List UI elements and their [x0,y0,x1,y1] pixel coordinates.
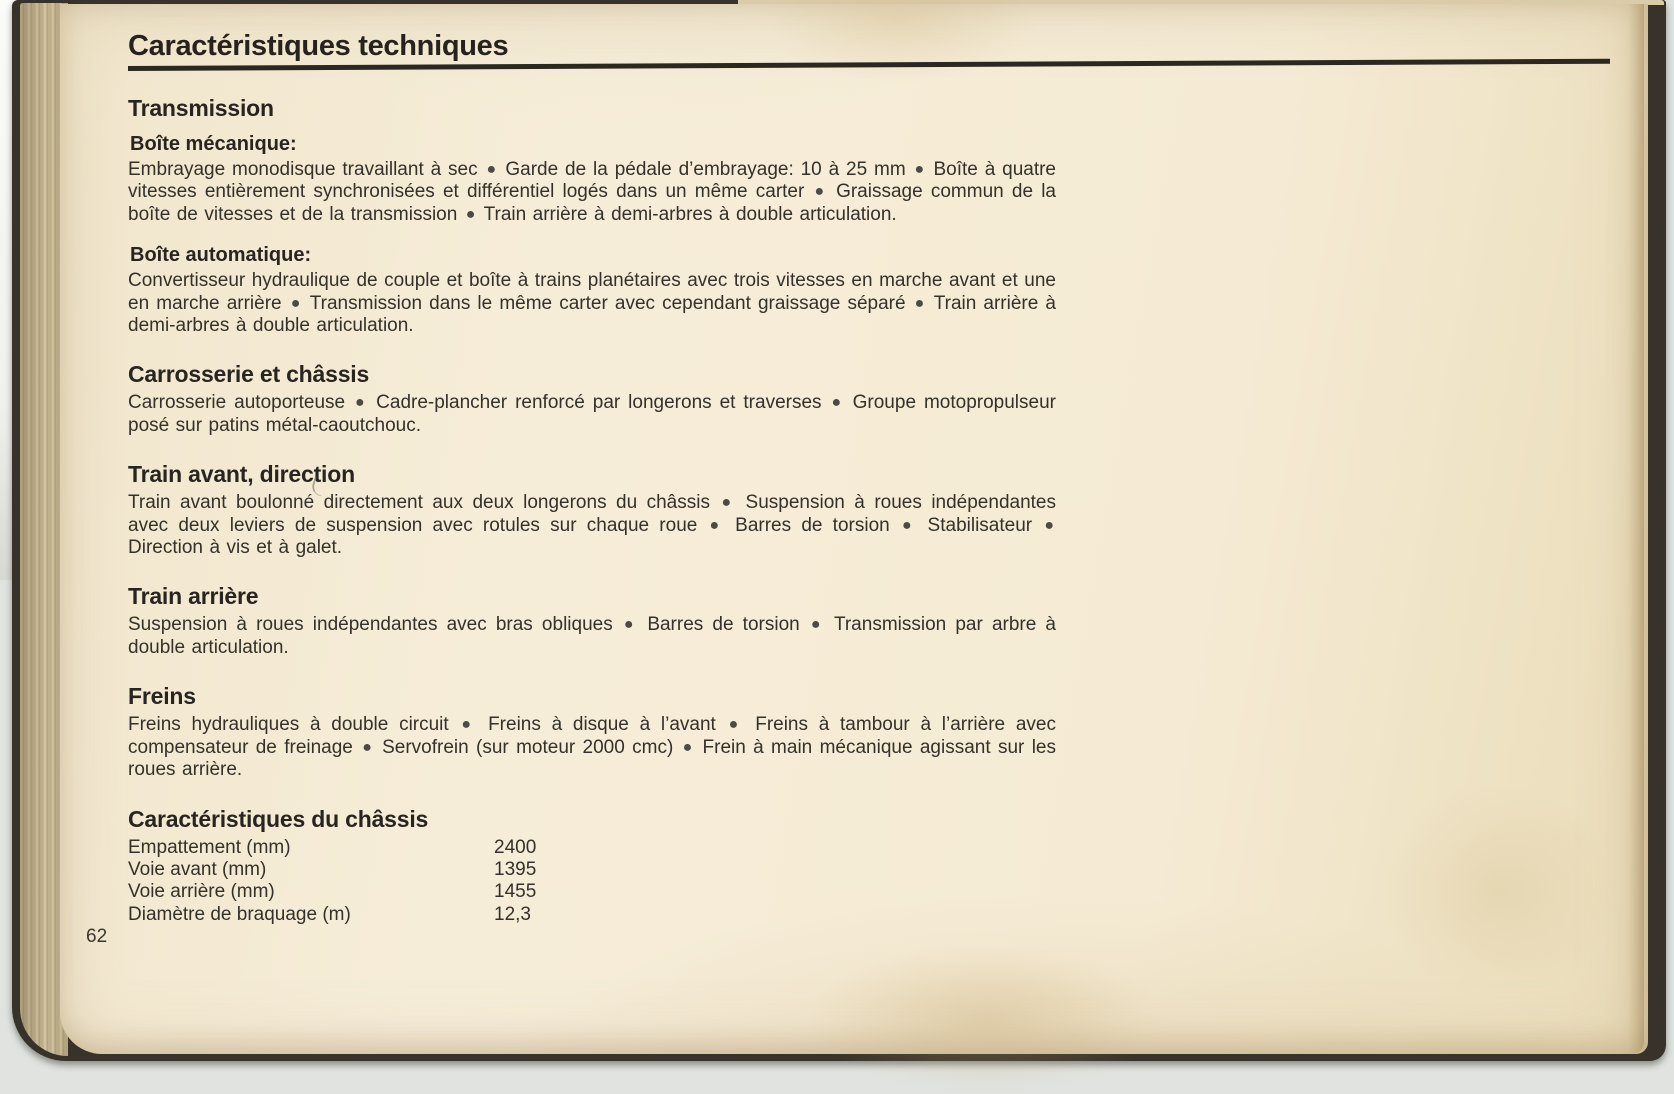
heading-train-avant-direction: Train avant, direction [128,461,355,488]
bullet-separator-icon: ● [465,205,476,223]
page-content [60,4,1648,926]
chassis-table-row [128,881,1056,903]
bullet-separator-icon: ● [623,616,637,634]
chassis-row-label: Empattement (mm) [128,836,291,858]
heading-caracteristiques-du-chassis: Caractéristiques du châssis [128,805,429,832]
heading-transmission: Transmission [128,95,274,121]
bullet-separator-icon: ● [355,394,367,412]
page-title: Caractéristiques techniques [128,30,509,62]
paragraph-freins: Freins hydrauliques à double circuit ● Freins à disque à l’avant ● Freins à tambour à l’arrière avec compensateur de freinage ● Servofrein (sur moteur 2000 cmc) ● Frein à main mécanique agissant sur les roues arrière. [128,714,1056,781]
page-number: 62 [86,926,108,947]
bullet-separator-icon: ● [709,516,723,534]
bullet-separator-icon: ● [914,161,925,178]
heading-freins: Freins [128,683,196,710]
paragraph-carrosserie: Carrosserie autoporteuse ● Cadre-plancher renforcé par longerons et traverses ● Groupe motopropulseur posé sur patins métal-caoutchouc. [128,392,1056,436]
bullet-separator-icon: ● [814,183,826,201]
paragraph-train-avant: Train avant boulonné directement aux deux longerons du châssis ● Suspension à roues indépendantes avec deux leviers de suspension avec rotules sur chaque roue ● Barres de torsion ● Stabilisateur ● Direction à vis et à galet. [128,492,1056,559]
bullet-separator-icon: ● [1044,516,1054,534]
bullet-separator-icon: ● [914,294,925,312]
bullet-separator-icon: ● [831,394,843,412]
bullet-separator-icon: ● [461,716,476,734]
bullet-separator-icon: ● [901,516,916,534]
paragraph-boite-mecanique: Embrayage monodisque travaillant à sec ● Garde de la pédale d’embrayage: 10 à 25 mm ● Boîte à quatre vitesses entièrement synchronisées et différentiel logés dans un même carter ● Graissage commun de la boîte de vitesses et de la transmission ● Train arrière à demi-arbres à double articulation. [128,159,1057,225]
sections [128,95,1056,782]
subheading-boite-automatique: Boîte automatique: [130,244,312,267]
chassis-table [128,837,1056,927]
manual-page [60,4,1648,1054]
subheading-boite-mecanique: Boîte mécanique: [130,133,297,155]
bullet-separator-icon: ● [290,294,301,312]
bullet-separator-icon: ● [721,494,735,512]
bullet-separator-icon: ● [362,738,373,756]
bullet-separator-icon: ● [486,161,497,178]
chassis-table-row [128,837,1056,859]
chassis-row-value: 12,3 [494,903,531,925]
paper-stain [806,944,1166,1094]
bullet-separator-icon: ● [728,716,743,734]
paragraph-boite-automatique: Convertisseur hydraulique de couple et boîte à trains planétaires avec trois vitesses en marche avant et une en marche arrière ● Transmission dans le même carter avec cependant graissage séparé ● Train arrière à demi-arbres à double articulation. [128,270,1056,337]
chassis-row-label: Diamètre de braquage (m) [128,903,351,925]
chassis-row-value: 2400 [494,836,537,858]
chassis-row-label: Voie arrière (mm) [128,881,275,903]
chassis-row-value: 1395 [494,858,537,880]
bullet-separator-icon: ● [682,738,694,756]
book-cover-edge [12,0,1666,1061]
chassis-table-row [128,904,1056,926]
bullet-separator-icon: ● [810,616,824,634]
text-column [128,95,1056,926]
chassis-row-value: 1455 [494,881,537,903]
heading-carrosserie-et-chassis: Carrosserie et châssis [128,361,370,388]
heading-train-arriere: Train arrière [128,583,259,610]
chassis-section [128,806,1056,927]
paragraph-train-arriere: Suspension à roues indépendantes avec bras obliques ● Barres de torsion ● Transmission par arbre à double articulation. [128,614,1056,658]
chassis-table-row [128,859,1056,881]
chassis-row-label: Voie avant (mm) [128,858,267,880]
